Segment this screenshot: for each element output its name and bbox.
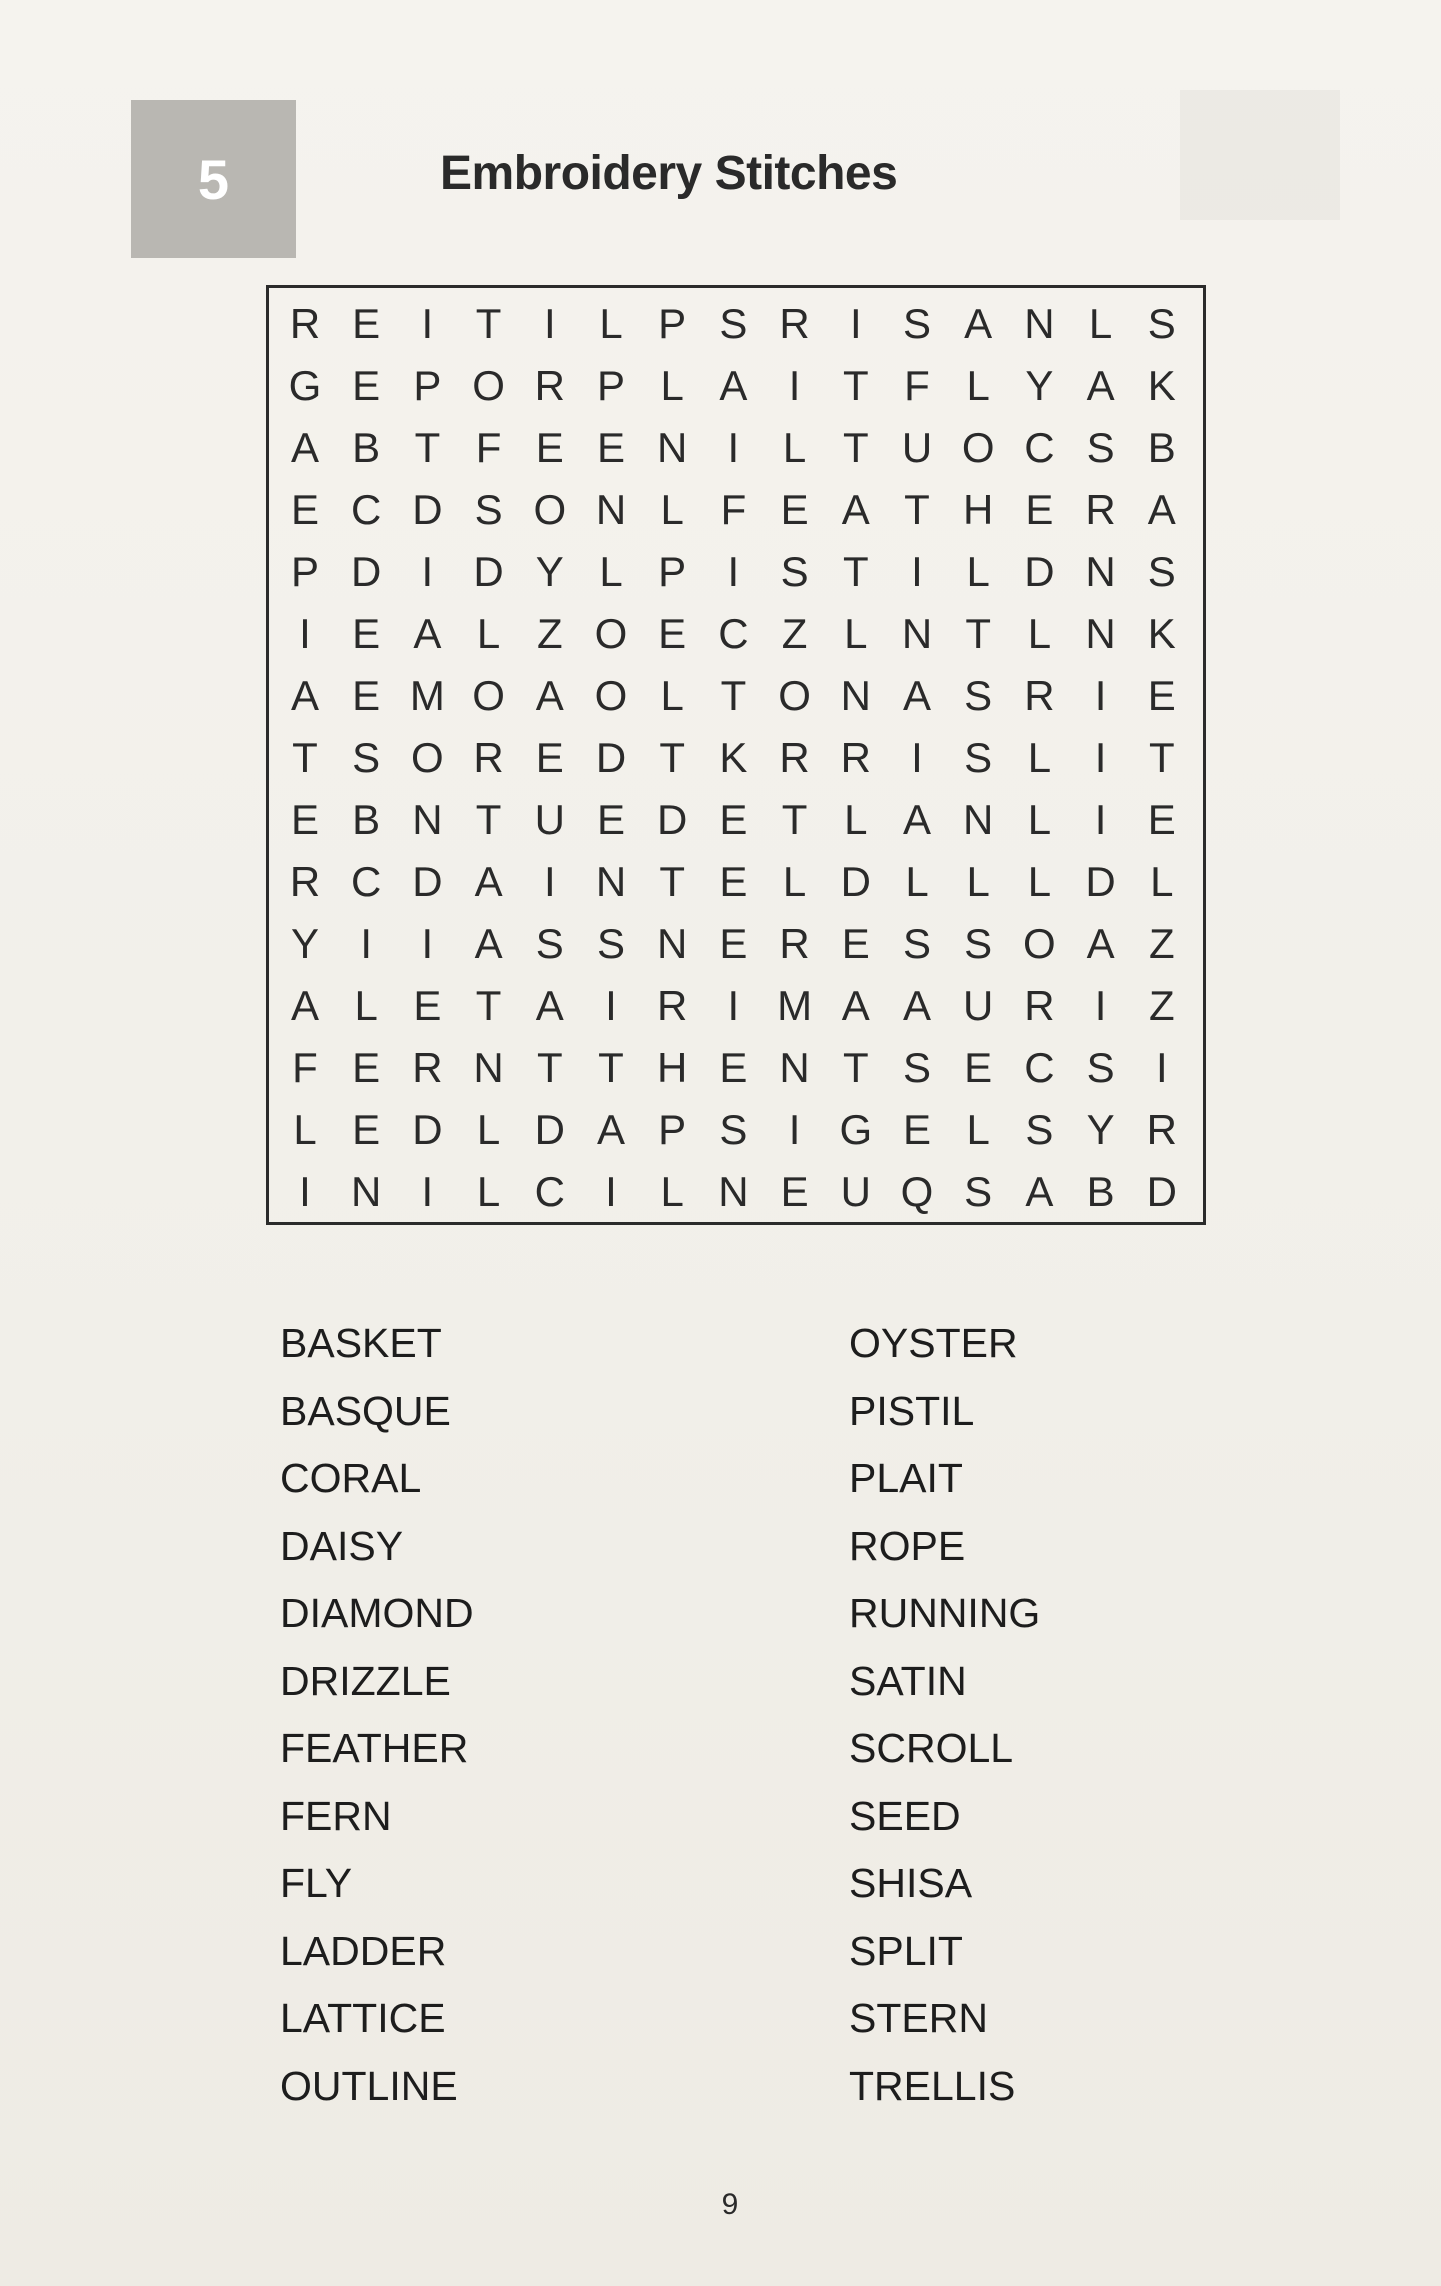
grid-cell: T bbox=[965, 610, 992, 657]
grid-row bbox=[269, 851, 1203, 913]
grid-cell: L bbox=[1027, 796, 1052, 843]
word-list-item: FEATHER bbox=[280, 1725, 469, 1771]
grid-row bbox=[269, 1099, 1203, 1161]
grid-cell: E bbox=[902, 1106, 931, 1153]
grid-cell: C bbox=[351, 486, 382, 533]
grid-cell: S bbox=[780, 548, 809, 595]
word-list-item: LADDER bbox=[280, 1927, 447, 1974]
grid-cell: T bbox=[475, 982, 502, 1029]
grid-cell: Y bbox=[1025, 362, 1054, 409]
grid-cell: D bbox=[473, 548, 504, 595]
grid-cell: Y bbox=[290, 920, 319, 967]
grid-cell: R bbox=[779, 920, 810, 967]
grid-cell: O bbox=[594, 610, 628, 657]
grid-cell: N bbox=[657, 920, 688, 967]
word-list-item: SCROLL bbox=[849, 1725, 1014, 1771]
grid-cell: N bbox=[718, 1168, 749, 1215]
grid-row bbox=[269, 355, 1203, 417]
grid-cell: F bbox=[475, 424, 502, 471]
grid-cell: T bbox=[598, 1044, 624, 1091]
grid-cell: I bbox=[543, 300, 556, 347]
grid-cell: C bbox=[351, 858, 382, 905]
word-list-item: FLY bbox=[280, 1860, 353, 1906]
grid-cell: I bbox=[1094, 734, 1107, 781]
grid-cell: S bbox=[964, 734, 993, 781]
grid-cell: A bbox=[1025, 1168, 1054, 1215]
grid-cell: L bbox=[354, 982, 378, 1029]
grid-cell: Q bbox=[900, 1168, 934, 1215]
grid-cell: T bbox=[904, 486, 930, 533]
grid-cell: A bbox=[902, 982, 931, 1029]
grid-cell: E bbox=[719, 920, 748, 967]
grid-cell: K bbox=[1147, 362, 1176, 409]
grid-cell: E bbox=[1147, 672, 1176, 719]
grid-cell: O bbox=[961, 424, 995, 471]
grid-cell: S bbox=[596, 920, 625, 967]
grid-cell: L bbox=[844, 610, 868, 657]
grid-cell: L bbox=[599, 300, 623, 347]
grid-cell: L bbox=[293, 1106, 317, 1153]
grid-cell: O bbox=[472, 672, 505, 719]
grid-cell: R bbox=[1146, 1106, 1177, 1153]
grid-cell: E bbox=[352, 1106, 381, 1153]
grid-cell: H bbox=[963, 486, 994, 533]
grid-cell: I bbox=[1094, 672, 1107, 719]
grid-cell: Z bbox=[536, 610, 563, 657]
grid-cell: D bbox=[412, 1106, 443, 1153]
grid-cell: O bbox=[1023, 920, 1056, 967]
grid-cell: Y bbox=[1086, 1106, 1115, 1153]
grid-cell: N bbox=[657, 424, 688, 471]
grid-cell: L bbox=[966, 362, 990, 409]
puzzle-number: 5 bbox=[197, 147, 230, 211]
grid-cell: S bbox=[719, 1106, 748, 1153]
word-list-item: OYSTER bbox=[849, 1320, 1018, 1366]
grid-cell: I bbox=[421, 548, 434, 595]
word-list-item: SPLIT bbox=[849, 1927, 963, 1974]
grid-cell: L bbox=[1027, 858, 1052, 905]
word-list-item: OUTLINE bbox=[280, 2062, 458, 2109]
word-list-left bbox=[280, 1310, 700, 2120]
grid-cell: S bbox=[902, 1044, 931, 1091]
grid-cell: C bbox=[534, 1168, 565, 1215]
grid-cell: O bbox=[533, 486, 567, 533]
grid-cell: A bbox=[290, 672, 319, 719]
grid-cell: I bbox=[299, 610, 311, 657]
grid-cell: L bbox=[1027, 734, 1052, 781]
grid-cell: E bbox=[290, 486, 319, 533]
grid-cell: C bbox=[1024, 424, 1055, 471]
grid-cell: D bbox=[657, 796, 688, 843]
word-list-item: STERN bbox=[849, 1995, 988, 2041]
grid-cell: R bbox=[534, 362, 565, 409]
grid-cell: O bbox=[778, 672, 811, 719]
grid-row bbox=[269, 789, 1203, 851]
grid-cell: A bbox=[841, 982, 870, 1029]
grid-cell: D bbox=[840, 858, 871, 905]
grid-row bbox=[269, 1161, 1203, 1223]
grid-cell: R bbox=[289, 300, 321, 347]
grid-cell: E bbox=[535, 424, 564, 471]
grid-cell: B bbox=[1086, 1168, 1115, 1215]
word-list-item: RUNNING bbox=[849, 1590, 1041, 1636]
grid-cell: B bbox=[352, 424, 381, 471]
grid-cell: E bbox=[535, 734, 564, 781]
grid-cell: L bbox=[782, 424, 807, 471]
grid-cell: E bbox=[352, 610, 381, 657]
grid-cell: A bbox=[290, 982, 319, 1029]
grid-cell: D bbox=[534, 1106, 565, 1153]
grid-cell: P bbox=[413, 362, 442, 409]
grid-cell: E bbox=[964, 1044, 993, 1091]
word-list-item: DIAMOND bbox=[280, 1590, 474, 1636]
grid-cell: T bbox=[475, 300, 502, 347]
grid-row bbox=[269, 975, 1203, 1037]
grid-cell: T bbox=[536, 1044, 563, 1091]
grid-cell: R bbox=[840, 734, 871, 781]
grid-cell: R bbox=[289, 858, 321, 905]
grid-row bbox=[269, 417, 1203, 479]
grid-cell: L bbox=[660, 672, 684, 719]
grid-cell: S bbox=[964, 672, 993, 719]
grid-cell: I bbox=[1155, 1044, 1168, 1091]
grid-cell: L bbox=[966, 858, 990, 905]
grid-cell: T bbox=[414, 424, 441, 471]
grid-cell: S bbox=[1025, 1106, 1054, 1153]
grid-cell: E bbox=[290, 796, 319, 843]
word-list-item: BASQUE bbox=[280, 1387, 451, 1434]
grid-cell: S bbox=[1147, 300, 1176, 347]
grid-row bbox=[269, 913, 1203, 975]
grid-cell: D bbox=[351, 548, 382, 595]
word-list-item: CORAL bbox=[280, 1455, 422, 1501]
grid-cell: L bbox=[476, 1168, 501, 1215]
grid-cell: I bbox=[1094, 982, 1107, 1029]
grid-cell: S bbox=[902, 920, 931, 967]
grid-cell: S bbox=[1147, 548, 1176, 595]
grid-cell: P bbox=[596, 362, 625, 409]
grid-cell: D bbox=[1024, 548, 1055, 595]
word-search-grid bbox=[266, 285, 1206, 1225]
grid-cell: E bbox=[352, 362, 381, 409]
grid-cell: I bbox=[1094, 796, 1107, 843]
grid-cell: R bbox=[779, 734, 810, 781]
grid-cell: D bbox=[1085, 858, 1116, 905]
grid-cell: A bbox=[474, 858, 503, 905]
puzzle-title: Embroidery Stitches bbox=[440, 147, 898, 200]
grid-cell: L bbox=[844, 796, 868, 843]
grid-cell: I bbox=[605, 1168, 617, 1215]
grid-row bbox=[269, 293, 1203, 355]
grid-cell: L bbox=[476, 1106, 501, 1153]
bleed-through-shade bbox=[1180, 90, 1340, 220]
grid-cell: L bbox=[660, 486, 684, 533]
grid-cell: D bbox=[595, 734, 627, 781]
grid-cell: I bbox=[788, 362, 801, 409]
grid-cell: O bbox=[594, 672, 628, 719]
grid-cell: U bbox=[901, 424, 933, 471]
grid-cell: D bbox=[412, 858, 443, 905]
grid-cell: F bbox=[720, 486, 747, 533]
puzzle-number-badge bbox=[131, 100, 296, 258]
word-list-item: DRIZZLE bbox=[280, 1657, 451, 1704]
grid-cell: R bbox=[1085, 486, 1116, 533]
grid-cell: A bbox=[413, 610, 442, 657]
grid-cell: I bbox=[299, 1168, 311, 1215]
grid-cell: G bbox=[288, 362, 322, 409]
grid-cell: F bbox=[904, 362, 930, 409]
grid-cell: N bbox=[412, 796, 443, 843]
grid-cell: S bbox=[1086, 424, 1115, 471]
grid-cell: G bbox=[839, 1106, 873, 1153]
word-list-item: ROPE bbox=[849, 1522, 966, 1569]
grid-cell: O bbox=[472, 362, 505, 409]
grid-cell: C bbox=[1024, 1044, 1055, 1091]
grid-cell: I bbox=[360, 920, 373, 967]
grid-cell: A bbox=[1086, 920, 1115, 967]
grid-cell: D bbox=[412, 486, 443, 533]
grid-cell: N bbox=[595, 486, 627, 533]
grid-cell: S bbox=[964, 1168, 993, 1215]
grid-cell: I bbox=[421, 300, 434, 347]
grid-cell: E bbox=[413, 982, 442, 1029]
grid-cell: R bbox=[1024, 672, 1055, 719]
grid-cell: S bbox=[902, 300, 931, 347]
grid-cell: L bbox=[1088, 300, 1113, 347]
grid-cell: H bbox=[657, 1044, 688, 1091]
grid-cell: I bbox=[788, 1106, 801, 1153]
grid-cell: T bbox=[475, 796, 502, 843]
grid-row bbox=[269, 541, 1203, 603]
grid-cell: L bbox=[966, 1106, 990, 1153]
grid-cell: I bbox=[849, 300, 862, 347]
grid-cell: T bbox=[842, 548, 869, 595]
grid-cell: E bbox=[596, 424, 625, 471]
grid-cell: Z bbox=[781, 610, 808, 657]
grid-cell: R bbox=[779, 300, 810, 347]
grid-cell: T bbox=[1148, 734, 1175, 781]
grid-cell: E bbox=[658, 610, 687, 657]
grid-cell: S bbox=[1086, 1044, 1115, 1091]
grid-cell: L bbox=[966, 548, 990, 595]
word-list-item: PLAIT bbox=[849, 1455, 963, 1501]
grid-row bbox=[269, 479, 1203, 541]
grid-cell: A bbox=[1147, 486, 1176, 533]
grid-cell: A bbox=[902, 672, 931, 719]
word-list-item: SEED bbox=[849, 1792, 961, 1839]
grid-cell: E bbox=[719, 1044, 748, 1091]
word-list-item: TRELLIS bbox=[849, 2062, 1016, 2109]
grid-row bbox=[269, 665, 1203, 727]
word-list-item: BASKET bbox=[280, 1320, 442, 1366]
grid-cell: P bbox=[658, 300, 687, 347]
grid-cell: K bbox=[1147, 610, 1176, 657]
grid-cell: L bbox=[782, 858, 807, 905]
grid-cell: I bbox=[727, 424, 740, 471]
grid-cell: B bbox=[352, 796, 381, 843]
grid-cell: M bbox=[409, 672, 445, 719]
grid-cell: A bbox=[902, 796, 931, 843]
grid-cell: M bbox=[777, 982, 813, 1029]
grid-cell: E bbox=[719, 858, 748, 905]
grid-cell: A bbox=[719, 362, 748, 409]
grid-cell: E bbox=[596, 796, 625, 843]
grid-cell: I bbox=[543, 858, 556, 905]
grid-cell: P bbox=[290, 548, 319, 595]
grid-cell: L bbox=[1150, 858, 1174, 905]
grid-cell: N bbox=[1085, 548, 1116, 595]
grid-cell: S bbox=[352, 734, 381, 781]
grid-cell: L bbox=[905, 858, 929, 905]
grid-cell: T bbox=[842, 362, 869, 409]
grid-row bbox=[269, 1037, 1203, 1099]
grid-cell: E bbox=[352, 300, 381, 347]
grid-cell: P bbox=[658, 548, 687, 595]
grid-cell: T bbox=[842, 424, 869, 471]
grid-cell: L bbox=[660, 1168, 684, 1215]
grid-cell: N bbox=[595, 858, 627, 905]
grid-cell: N bbox=[840, 672, 871, 719]
grid-cell: O bbox=[411, 734, 444, 781]
grid-cell: F bbox=[292, 1044, 318, 1091]
grid-cell: N bbox=[351, 1168, 382, 1215]
grid-cell: U bbox=[840, 1168, 871, 1215]
grid-cell: N bbox=[473, 1044, 504, 1091]
grid-cell: T bbox=[659, 858, 686, 905]
word-list-right bbox=[849, 1310, 1269, 2120]
grid-cell: L bbox=[1027, 610, 1052, 657]
grid-cell: S bbox=[964, 920, 993, 967]
grid-cell: E bbox=[352, 1044, 381, 1091]
grid-cell: A bbox=[290, 424, 319, 471]
grid-cell: Z bbox=[1148, 982, 1175, 1029]
grid-cell: I bbox=[911, 734, 923, 781]
grid-cell: R bbox=[473, 734, 504, 781]
grid-cell: B bbox=[1147, 424, 1176, 471]
grid-cell: I bbox=[727, 982, 740, 1029]
grid-cell: T bbox=[292, 734, 318, 781]
grid-cell: A bbox=[964, 300, 993, 347]
grid-cell: S bbox=[535, 920, 564, 967]
grid-cell: E bbox=[780, 1168, 809, 1215]
grid-cell: N bbox=[963, 796, 994, 843]
grid-cell: I bbox=[421, 920, 434, 967]
grid-cell: A bbox=[596, 1106, 625, 1153]
grid-row bbox=[269, 727, 1203, 789]
word-list-item: FERN bbox=[280, 1792, 392, 1839]
grid-cell: I bbox=[911, 548, 923, 595]
grid-cell: S bbox=[719, 300, 748, 347]
grid-cell: N bbox=[779, 1044, 810, 1091]
grid-cell: R bbox=[657, 982, 688, 1029]
grid-cell: C bbox=[718, 610, 749, 657]
grid-cell: I bbox=[605, 982, 617, 1029]
grid-cell: T bbox=[842, 1044, 869, 1091]
grid-cell: N bbox=[901, 610, 933, 657]
grid-cell: Z bbox=[1148, 920, 1175, 967]
word-list-item: DAISY bbox=[280, 1522, 404, 1569]
word-list-item: LATTICE bbox=[280, 1995, 446, 2041]
grid-cell: P bbox=[658, 1106, 687, 1153]
grid-cell: E bbox=[1025, 486, 1054, 533]
grid-cell: I bbox=[421, 1168, 434, 1215]
grid-cell: U bbox=[534, 796, 565, 843]
grid-cell: A bbox=[535, 672, 564, 719]
grid-cell: E bbox=[719, 796, 748, 843]
grid-cell: U bbox=[963, 982, 994, 1029]
page-number: 9 bbox=[721, 2188, 739, 2221]
grid-cell: N bbox=[1085, 610, 1116, 657]
grid-cell: R bbox=[412, 1044, 443, 1091]
grid-cell: A bbox=[535, 982, 564, 1029]
grid-cell: L bbox=[476, 610, 501, 657]
grid-cell: T bbox=[659, 734, 686, 781]
grid-cell: E bbox=[352, 672, 381, 719]
grid-cell: I bbox=[727, 548, 740, 595]
grid-cell: R bbox=[1024, 982, 1055, 1029]
grid-cell: S bbox=[474, 486, 503, 533]
grid-cell: A bbox=[1086, 362, 1115, 409]
grid-cell: L bbox=[599, 548, 623, 595]
grid-cell: E bbox=[1147, 796, 1176, 843]
word-list-item: PISTIL bbox=[849, 1387, 975, 1434]
grid-cell: E bbox=[841, 920, 870, 967]
grid-cell: Y bbox=[535, 548, 564, 595]
grid-cell: T bbox=[720, 672, 747, 719]
grid-cell: N bbox=[1024, 300, 1055, 347]
grid-row bbox=[269, 603, 1203, 665]
grid-cell: A bbox=[474, 920, 503, 967]
grid-cell: L bbox=[660, 362, 684, 409]
grid-cell: D bbox=[1146, 1168, 1177, 1215]
grid-cell: A bbox=[841, 486, 870, 533]
word-list-item: SHISA bbox=[849, 1860, 973, 1906]
grid-cell: E bbox=[780, 486, 809, 533]
grid-cell: T bbox=[781, 796, 808, 843]
word-list-item: SATIN bbox=[849, 1657, 967, 1704]
grid-cell: K bbox=[719, 734, 748, 781]
